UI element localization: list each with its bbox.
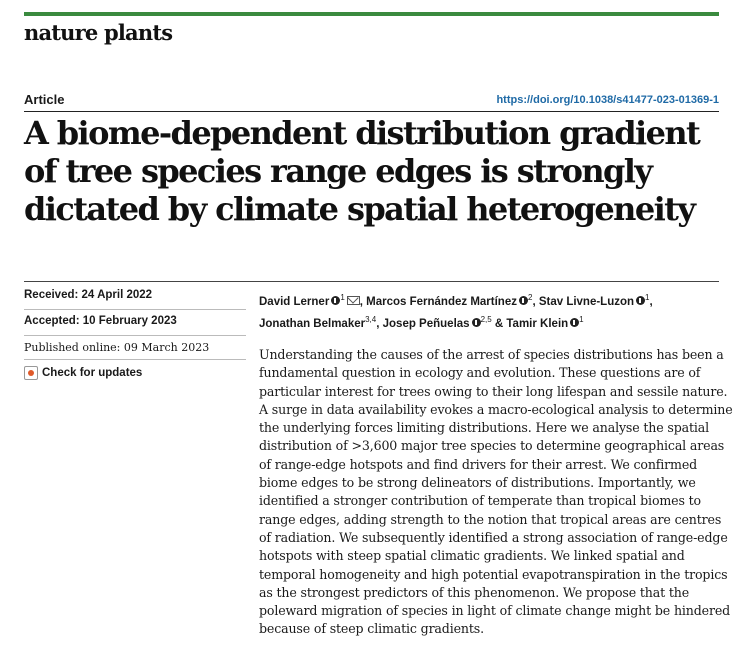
- article-title: A biome-dependent distribution gradient of tree species range edges is strongly dictated by climate spatial heterogeneity: [24, 114, 700, 228]
- abstract-text: Understanding the causes of the arrest of species distributions has been a fundamental question in ecology and evolution. These questions are of particular interest for trees owing to their long lifespan and sessile nature. A surge in data availability evokes a macro-ecological analysis to determine the underlying forces limiting distributions. Here we analyse the spatial distribution of >3,600 major tree species to determine geographical areas of range-edge hotspots and find drivers for their arrest. We confirmed biome edges to be strong delineators of distributions. Importantly, we identified a stronger contribution of temperate than tropical biomes to range edges, adding strength to the notion that tropical areas are centres of radiation. We subsequently identified a strong association of range-edge hotspots with steep spatial climatic gradients. We linked spatial and temporal homogeneity and high potential evapotranspiration in the tropics as the strongest predictors of this phenomenon. We propose that the poleward migration of species in light of climate change might be hindered because of steep climatic gradients.: [259, 347, 733, 637]
- date-divider: [24, 335, 246, 336]
- affiliation-marker: 1: [340, 293, 345, 302]
- affiliation-marker: 2,5: [480, 314, 492, 324]
- title-top-rule: [24, 111, 719, 112]
- check-updates-icon: [24, 366, 38, 380]
- author-list: David Lerner $^1$ , Marcos Fernández Martínez $^2$, Stav Livne-Luzon $^1$, Jonathan Belmaker$^{3,4}$, Josep Peñuelas $^{2,5}$ & Tamir Klein $^1$: [259, 293, 653, 330]
- journal-name: nature plants: [24, 20, 173, 45]
- metadata-rule: [24, 281, 719, 282]
- article-type: Article: [24, 92, 65, 107]
- orcid-icon[interactable]: [472, 318, 481, 327]
- affiliation-marker: 1: [645, 293, 650, 302]
- orcid-icon[interactable]: [570, 318, 579, 327]
- orcid-icon[interactable]: [331, 296, 340, 305]
- author-name[interactable]: Josep Peñuelas: [382, 317, 470, 330]
- header-accent-bar: [24, 12, 719, 16]
- author-name[interactable]: Stav Livne-Luzon: [538, 295, 635, 308]
- accepted-date: Accepted: 10 February 2023: [24, 315, 177, 327]
- orcid-icon[interactable]: [519, 296, 528, 305]
- affiliation-marker: 1: [579, 314, 584, 324]
- check-updates-label: Check for updates: [42, 367, 143, 379]
- affiliation-marker: 2: [527, 293, 533, 302]
- author-name[interactable]: Tamir Klein: [506, 317, 569, 330]
- doi-link[interactable]: https://doi.org/10.1038/s41477-023-01369-1: [496, 94, 719, 106]
- published-date: Published online: 09 March 2023: [24, 341, 210, 354]
- author-name[interactable]: Marcos Fernández Martínez: [366, 295, 517, 308]
- author-name[interactable]: Jonathan Belmaker: [259, 317, 366, 330]
- email-icon[interactable]: [347, 296, 360, 305]
- author-name[interactable]: David Lerner: [259, 295, 330, 308]
- affiliation-marker: 3,4: [365, 314, 377, 324]
- orcid-icon[interactable]: [636, 296, 645, 305]
- date-divider: [24, 309, 246, 310]
- check-for-updates-button[interactable]: [24, 366, 142, 380]
- received-date: Received: 24 April 2022: [24, 289, 153, 301]
- date-divider: [24, 359, 246, 360]
- dates-panel: [24, 289, 246, 354]
